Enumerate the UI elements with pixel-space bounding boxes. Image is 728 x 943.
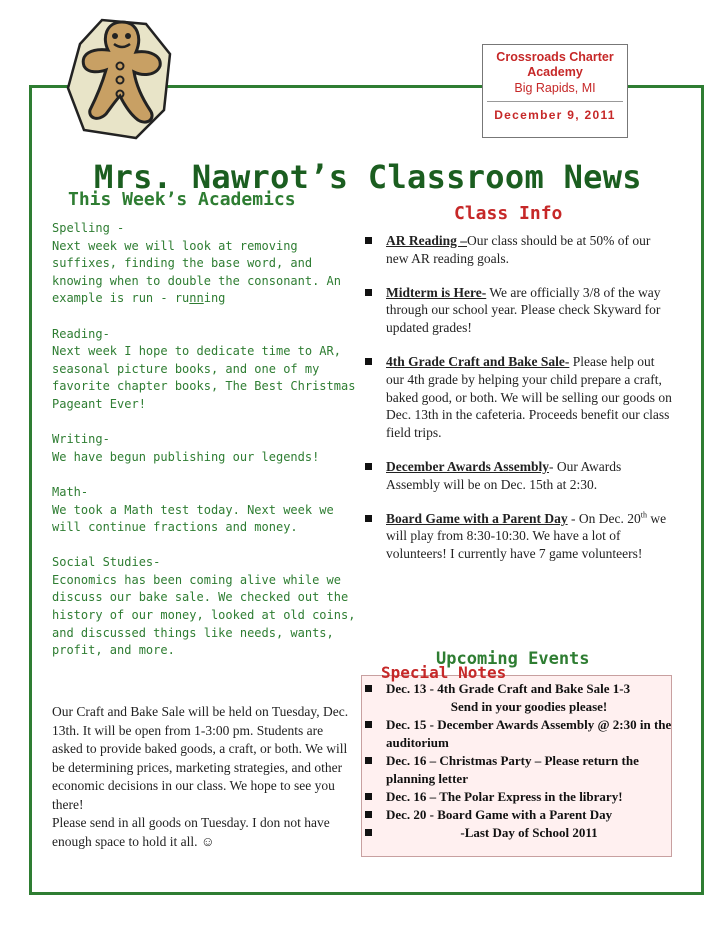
reading-heading: Reading- xyxy=(52,326,110,341)
reading-text: Next week I hope to dedicate time to AR, seasonal picture books, and one of my favorite chapter books, The Best Christmas Pageant Ever! xyxy=(52,344,356,411)
list-item xyxy=(362,510,672,563)
smiley-icon: ☺ xyxy=(200,833,215,849)
list-item xyxy=(362,232,672,268)
special-notes-text xyxy=(52,703,352,851)
class-info-heading: Class Info xyxy=(454,203,563,224)
list-item xyxy=(362,824,672,842)
writing-heading: Writing- xyxy=(52,432,110,447)
board-game-sup: th xyxy=(640,510,647,520)
awards-text: - Our Awards Assembly will be on Dec. 15th at 2:30. xyxy=(386,458,622,492)
event-text: Dec. 15 - December Awards Assembly @ 2:30 in the auditorium xyxy=(386,717,672,750)
ar-reading-title: AR Reading – xyxy=(386,233,468,248)
event-text: Dec. 16 – The Polar Express in the library! xyxy=(386,789,623,804)
upcoming-events-heading: Upcoming Events xyxy=(436,649,590,669)
events-list xyxy=(362,680,672,842)
math-heading: Math- xyxy=(52,484,89,499)
bake-sale-title: 4th Grade Craft and Bake Sale- xyxy=(386,353,570,369)
academics-column xyxy=(52,220,357,677)
bake-sale-notes: Our Craft and Bake Sale will be held on Tuesday, Dec. 13th. It will be open from 1-3:00 pm. Students are asked to provide baked goods, a craft, or both. We will be determining prices, marketing strategies, and other economic decisions in our class. We hope to see you there! xyxy=(52,704,349,812)
newsletter-title: Mrs. Nawrot’s Classroom News xyxy=(94,158,642,196)
list-item xyxy=(362,716,672,752)
list-item xyxy=(362,752,672,788)
gingerbread-man-icon xyxy=(62,14,184,142)
class-info-list xyxy=(362,232,672,579)
spelling-heading: Spelling - xyxy=(52,221,125,235)
school-name: Crossroads Charter Academy xyxy=(496,50,614,79)
spelling-section xyxy=(52,220,357,308)
event-text: Dec. 13 - 4th Grade Craft and Bake Sale 1-3 xyxy=(386,681,631,696)
bake-sale-text: Please help out our 4th grade by helping your child prepare a craft, baked good, or both. We will be selling our goods on Dec. 13th in the cafeteria. Proceeds benefit our class field trips. xyxy=(386,353,672,441)
social-studies-text: Economics has been coming alive while we discuss our bake sale. We checked out the history of our money, looked at old coins, and discussed things like needs, wants, profit, and more. xyxy=(52,572,356,658)
board-game-text-end: we will play from 8:30-10:30. We have a lot of volunteers! I currently have 7 game volunteers! xyxy=(386,510,667,562)
math-text: We took a Math test today. Next week we will continue fractions and money. xyxy=(52,502,334,535)
spelling-text: Next week we will look at removing suffixes, finding the base word, and knowing when to double the consonant. An example is run - ru xyxy=(52,238,341,306)
event-text: -Last Day of School 2011 xyxy=(460,825,598,840)
list-item xyxy=(362,284,672,337)
social-studies-section xyxy=(52,554,357,660)
list-item xyxy=(362,788,672,806)
send-goods-text: Please send in all goods on Tuesday. I don not have enough space to hold it all. xyxy=(52,815,330,849)
event-subtext: Send in your goodies please! xyxy=(450,699,608,714)
list-item xyxy=(362,353,672,442)
list-item xyxy=(362,806,672,824)
school-city: Big Rapids, MI xyxy=(514,81,596,95)
board-game-title: Board Game with a Parent Day xyxy=(386,510,568,526)
social-studies-heading: Social Studies- xyxy=(52,555,161,570)
midterm-title: Midterm is Here- xyxy=(386,284,487,300)
event-text: Dec. 20 - Board Game with a Parent Day xyxy=(386,807,613,822)
reading-section xyxy=(52,326,357,414)
academics-heading: This Week’s Academics xyxy=(68,189,296,210)
board-game-text: - On Dec. 20 xyxy=(567,510,641,526)
list-item xyxy=(362,458,672,494)
writing-text: We have begun publishing our legends! xyxy=(52,449,320,464)
midterm-text: We are officially 3/8 of the way through our school year. Please check Skyward for updated grades! xyxy=(386,284,661,336)
spelling-text-end: ing xyxy=(203,291,226,306)
special-notes-heading: Special Notes xyxy=(381,663,507,682)
newsletter-date: December 9, 2011 xyxy=(494,108,616,122)
list-item xyxy=(362,680,672,716)
writing-section xyxy=(52,431,357,466)
spelling-underline: nn xyxy=(189,291,204,306)
ar-reading-text: Our class should be at 50% of our new AR reading goals. xyxy=(386,233,651,266)
school-info-box xyxy=(482,44,628,138)
send-goods-note xyxy=(52,814,352,851)
event-text: Dec. 16 – Christmas Party – Please return the planning letter xyxy=(386,753,639,786)
awards-title: December Awards Assembly xyxy=(386,458,549,474)
math-section xyxy=(52,484,357,537)
